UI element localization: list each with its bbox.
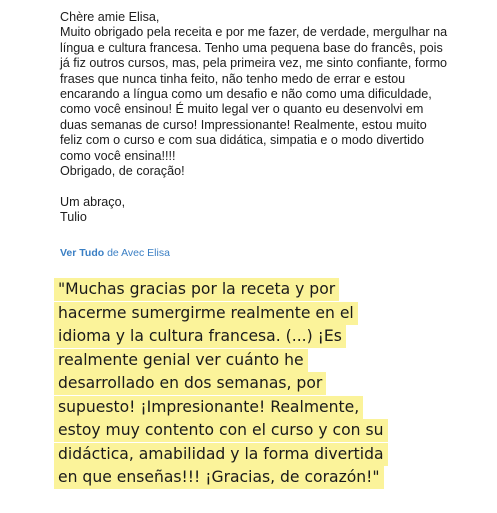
view-all-link[interactable]: Ver Tudo xyxy=(60,247,105,259)
view-all-suffix: de Avec Elisa xyxy=(107,247,170,259)
quote-line-text: supuesto! ¡Impresionante! Realmente, xyxy=(54,396,363,419)
email-body-line: como você ensina!!!! xyxy=(60,148,176,163)
email-body-line: feliz com o curso e com sua didática, simpatia e o modo divertido xyxy=(60,133,424,148)
email-body-line: língua e cultura francesa. Tenho uma pequena base do francês, pois xyxy=(60,40,443,55)
quote-line-text: hacerme sumergirme realmente en el xyxy=(54,302,358,325)
quote-line-text: estoy muy contento con el curso y con su xyxy=(54,419,388,442)
email-message xyxy=(60,10,480,226)
quote-line xyxy=(54,349,474,373)
quote-line xyxy=(54,419,474,443)
paragraph-gap xyxy=(60,179,480,194)
email-body-line: já fiz outros cursos, mas, pela primeira vez, me sinto confiante, formo xyxy=(60,56,448,71)
email-body-line: Muito obrigado pela receita e por me fazer, de verdade, mergulhar na xyxy=(60,25,448,40)
quote-line xyxy=(54,302,474,326)
quote-line-text: didáctica, amabilidad y la forma divertida xyxy=(54,443,388,466)
quote-line-text: idioma y la cultura francesa. (...) ¡Es xyxy=(54,325,346,348)
email-signoff: Um abraço, xyxy=(60,194,126,209)
view-all-row xyxy=(60,247,170,260)
quote-line xyxy=(54,325,474,349)
quote-line xyxy=(54,396,474,420)
quote-line xyxy=(54,466,474,490)
quote-line xyxy=(54,278,474,302)
quote-line-text: desarrollado en dos semanas, por xyxy=(54,372,326,395)
translation-quote xyxy=(54,278,474,490)
email-body-line: encarando a língua como um desafio e não como uma dificuldade, xyxy=(60,87,432,102)
email-body-line: duas semanas de curso! Impressionante! Realmente, estou muito xyxy=(60,117,427,132)
quote-line xyxy=(54,443,474,467)
email-body-line: como você ensinou! É muito legal ver o quanto eu desenvolvi em xyxy=(60,102,424,117)
quote-line-text: en que enseñas!!! ¡Gracias, de corazón!" xyxy=(54,466,384,489)
email-signature: Tulio xyxy=(60,210,87,225)
email-body-line: frases que nunca tinha feito, não tenho medo de errar e estou xyxy=(60,71,406,86)
quote-line-text: "Muchas gracias por la receta y por xyxy=(54,278,339,301)
quote-line xyxy=(54,372,474,396)
email-greeting: Chère amie Elisa, xyxy=(60,10,160,24)
quote-line-text: realmente genial ver cuánto he xyxy=(54,349,308,372)
email-body-line: Obrigado, de coração! xyxy=(60,164,185,179)
